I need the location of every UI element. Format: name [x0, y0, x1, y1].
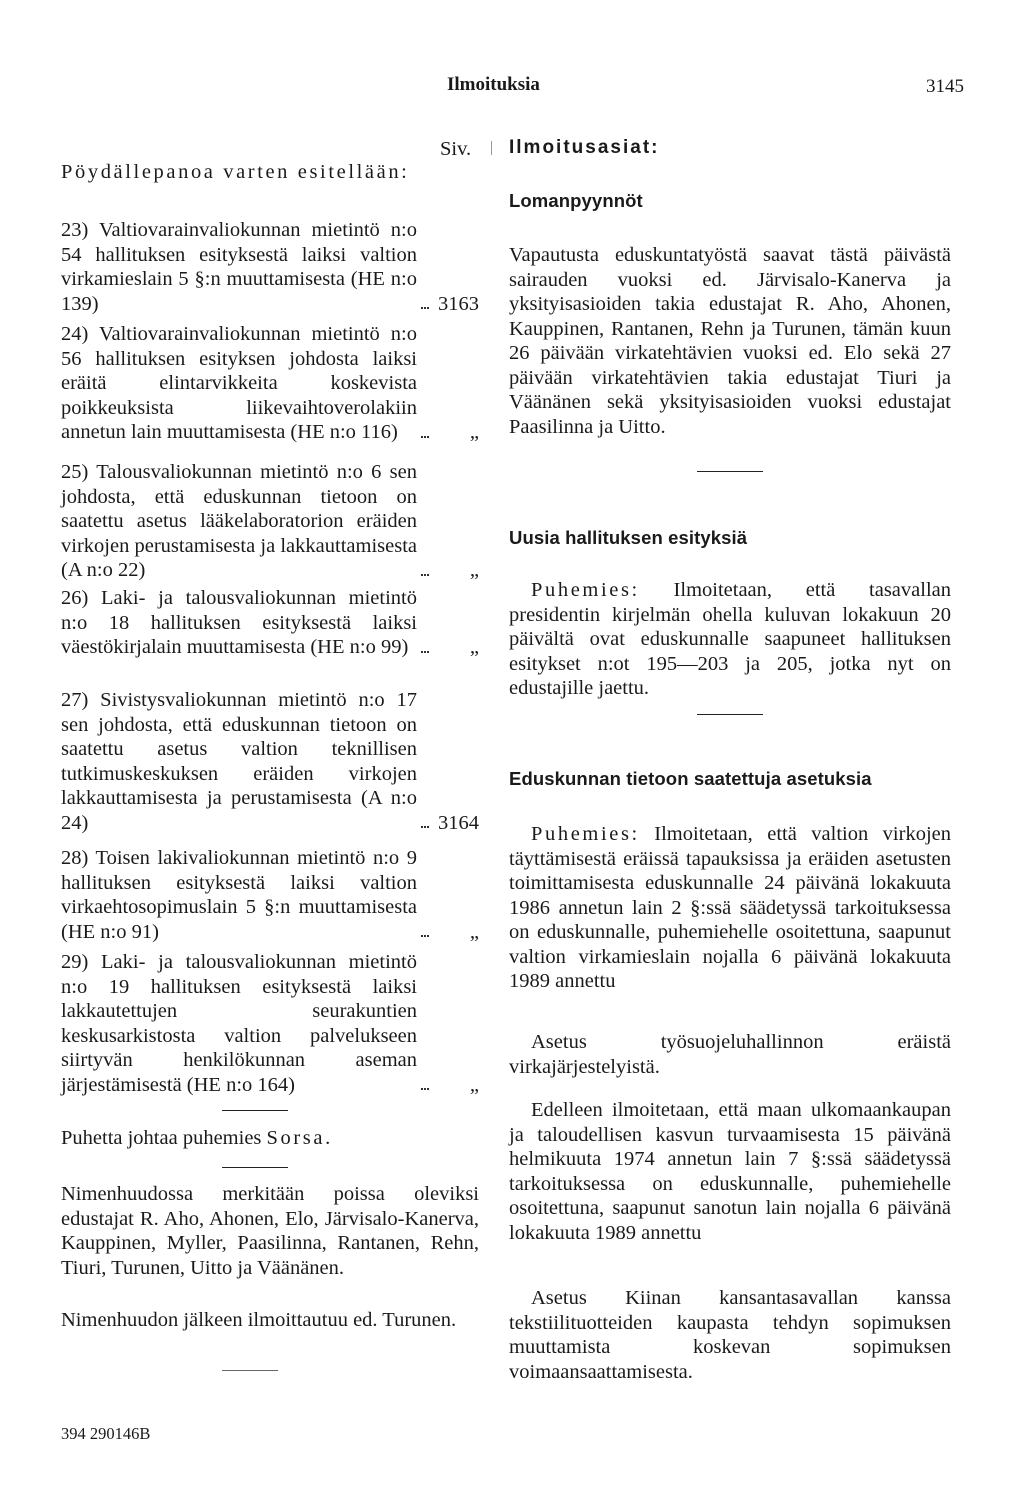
dot-leader [421, 436, 429, 438]
speaker-label: Puhemies: [531, 823, 640, 845]
further-text: Edelleen ilmoitetaan, että maan ulkomaankaupan ja taloudellisen kasvun turvaamisesta 15 päivänä helmikuuta 1974 annetun lain 7 §:ssä säädetyssä tarkoituksessa on eduskunnalle, puhemiehelle osoitettuna, saapunut sanotun lain nojalla 6 päivänä lokakuuta 1989 annettu [509, 1099, 951, 1244]
running-header-title: Ilmoituksia [447, 74, 540, 95]
agenda-item-text: 27) Sivistysvaliokunnan mietintö n:o 17 sen johdosta, että eduskunnan tietoon on saatettu asetus valtion teknillisen tutkimuskeskuksen eräiden virkojen lakkauttamisesta ja perustamisesta (A n:o 24) [61, 689, 417, 834]
section-divider [222, 1167, 288, 1168]
bills-text: Ilmoitetaan, että tasavallan presidentin kirjelmän ohella kuluvan lokakuun 20 päivältä ovat eduskunnalle saapuneet hallituksen esitykset n:ot 195—203 ja 205, jotka nyt on edustajille jaettu. [509, 579, 951, 699]
agenda-item-text: 25) Talousvaliokunnan mietintö n:o 6 sen johdosta, että eduskunnan tietoon on saatettu asetus lääkelaboratorion eräiden virkojen perustamisesta ja lakkauttamisesta (A n:o 22) [61, 461, 417, 581]
section-divider [697, 714, 763, 715]
agenda-item-text: 29) Laki- ja talousvaliokunnan mietintö n:o 19 hallituksen esityksestä laiksi lakkautettujen seurakuntien keskusarkistosta valtion palvelukseen siirtyvän henkilökunnan aseman järjestämisestä (HE n:o 164) [61, 951, 417, 1096]
further-paragraph [509, 1098, 951, 1245]
chair-suffix: . [325, 1127, 331, 1149]
agenda-item-text: 28) Toisen lakivaliokunnan mietintö n:o 9 hallituksen esityksestä laiksi valtion virkaehtosopimuslain 5 §:n muuttamisesta (HE n:o 91) [61, 847, 417, 943]
section-divider [222, 1110, 288, 1111]
page-ref: 3163 [438, 292, 479, 315]
page-ref: „ [469, 636, 479, 658]
notices-title: Ilmoitusasiat: [509, 137, 660, 158]
page-ref: „ [469, 920, 479, 943]
after-rollcall-text: Nimenhuudon jälkeen ilmoittautuu ed. Turunen. [61, 1309, 457, 1331]
dot-leader [421, 935, 429, 937]
agenda-item-25 [61, 460, 479, 583]
decree-1-text: Asetus työsuojeluhallinnon eräistä virkajärjestelyistä. [509, 1031, 951, 1078]
decree-2-text: Asetus Kiinan kansantasavallan kanssa tekstiilituotteiden kaupasta tehdyn sopimuksen muuttamista koskevan sopimuksen voimaansaattamisesta. [509, 1287, 951, 1383]
dot-leader [421, 574, 429, 576]
agenda-item-24 [61, 322, 479, 445]
agenda-item-text: 23) Valtiovarainvaliokunnan mietintö n:o 54 hallituksen esityksestä laiksi valtion virkamieslain 5 §:n muuttamisesta (HE n:o 139) [61, 219, 417, 315]
decrees-heading: Eduskunnan tietoon saatettuja asetuksia [509, 768, 872, 789]
section-divider [222, 1370, 278, 1371]
leaves-text: Vapautusta eduskuntatyöstä saavat tästä päivästä sairauden vuoksi ed. Järvisalo-Kanerva ja yksityisasioiden takia edustajat R. Aho, Ahonen, Kauppinen, Rantanen, Rehn ja Turunen, tämän kuun 26 päivään virkatehtävien vuoksi ed. Elo sekä 27 päivään virkatehtävien takia edustajat Tiuri ja Väänänen sekä yksityisasioiden vuoksi edustajat Paasilinna ja Uitto. [509, 244, 951, 438]
section-divider [697, 471, 763, 472]
after-rollcall-paragraph [61, 1308, 479, 1333]
page-number: 3145 [926, 76, 964, 97]
intro-heading: Pöydällepanoa varten esitellään: [61, 161, 410, 183]
chair-prefix: Puhetta johtaa puhemies [61, 1127, 267, 1149]
chair-name: Sorsa [266, 1127, 326, 1149]
agenda-intro [61, 160, 479, 185]
dot-leader [421, 826, 429, 828]
bills-heading-block [509, 526, 951, 551]
rollcall-text: Nimenhuudossa merkitään poissa oleviksi edustajat R. Aho, Ahonen, Elo, Järvisalo-Kanerva, Kauppinen, Myller, Paasilinna, Rantanen, Rehn, Tiuri, Turunen, Uitto ja Väänänen. [61, 1183, 479, 1279]
decrees-heading-block [509, 767, 951, 792]
leaves-paragraph [509, 243, 951, 439]
leaves-heading-block [509, 189, 951, 214]
print-code: 394 290146B [61, 1424, 151, 1443]
decrees-text: Ilmoitetaan, että valtion virkojen täyttämisestä eräissä tapauksissa ja eräiden asetusten toimittamisesta eduskunnalle 24 päivänä lokakuuta 1986 annetun lain 2 §:ssä säädetyssä tarkoituksessa on eduskunnalle, puhemiehelle osoitettuna, saapunut valtion virkamieslain nojalla 6 päivänä lokakuuta 1989 annettu [509, 823, 951, 992]
agenda-item-text: 24) Valtiovarainvaliokunnan mietintö n:o 56 hallituksen esityksen johdosta laiksi eräitä elintarvikkeita koskevista poikkeuksista liikevaihtoverolakiin annetun lain muuttamisesta (HE n:o 116) [61, 323, 417, 443]
rollcall-paragraph [61, 1182, 479, 1280]
decree-1-paragraph [509, 1030, 951, 1079]
page-ref: „ [469, 559, 479, 581]
dot-leader [421, 1088, 429, 1090]
agenda-item-26 [61, 586, 479, 660]
decrees-paragraph [509, 822, 951, 994]
agenda-item-text: 26) Laki- ja talousvaliokunnan mietintö n:o 18 hallituksen esityksestä laiksi väestökirjalain muuttamisesta (HE n:o 99) [61, 587, 417, 658]
agenda-item-23 [61, 218, 479, 316]
page-ref: „ [469, 421, 479, 443]
speaker-label: Puhemies: [531, 579, 640, 601]
column-separator-tick [491, 141, 492, 155]
leaves-heading: Lomanpyynnöt [509, 190, 643, 211]
chair-line [61, 1126, 479, 1151]
agenda-item-29 [61, 950, 479, 1097]
dot-leader [421, 651, 429, 653]
agenda-item-28 [61, 846, 479, 944]
bills-heading: Uusia hallituksen esityksiä [509, 527, 748, 548]
siv-label: Siv. [440, 138, 472, 160]
page-ref: „ [469, 1073, 479, 1096]
dot-leader [421, 307, 429, 309]
bills-paragraph [509, 578, 951, 701]
agenda-item-27 [61, 688, 479, 835]
notices-title-block [509, 136, 951, 161]
decree-2-paragraph [509, 1286, 951, 1384]
page-ref: 3164 [438, 811, 479, 834]
